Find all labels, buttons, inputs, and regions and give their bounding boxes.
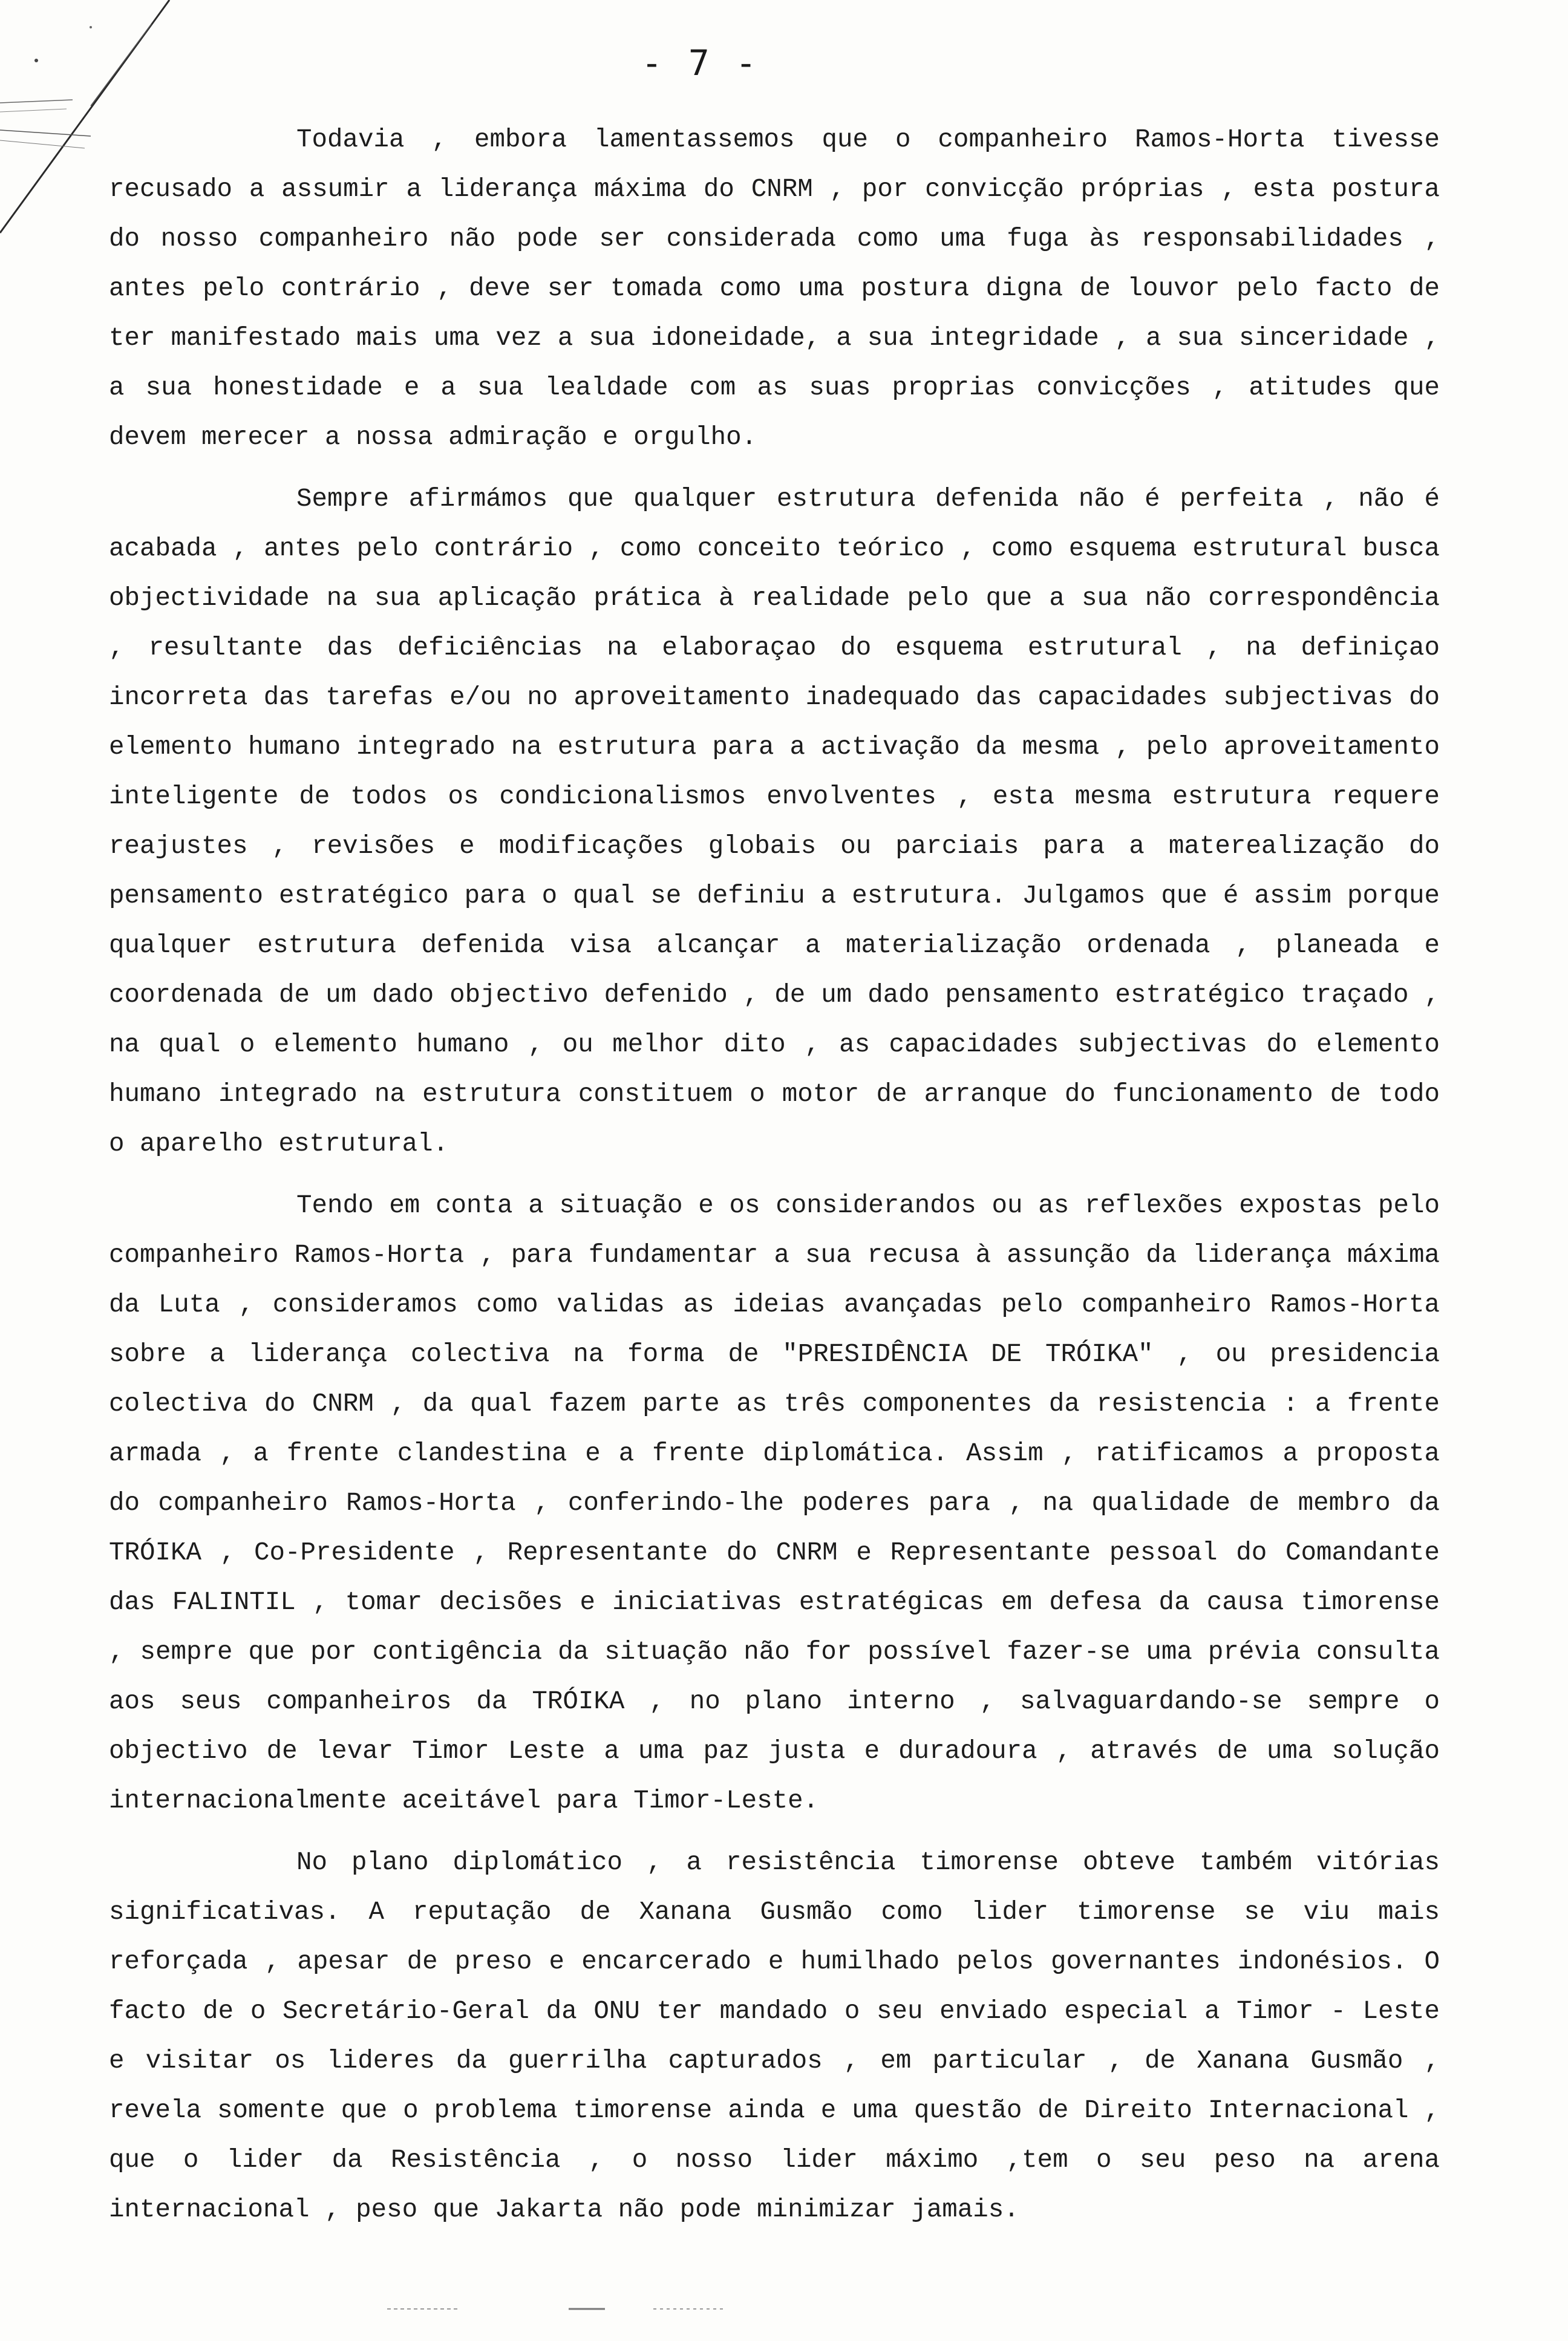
page-number: - 7 -: [641, 42, 759, 83]
bottom-scan-marks: [387, 2306, 811, 2312]
paragraph: Tendo em conta a situação e os considerandos ou as reflexões expostas pelo companheiro Ramos-Horta , para fundamentar a sua recusa à assunção da liderança máxima da Luta , consideramos como validas as ideias avançadas pelo companheiro Ramos-Horta sobre a liderança colectiva na forma de "PRESIDÊNCIA DE TRÓIKA" , ou presidencia colectiva do CNRM , da qual fazem parte as três componentes da resistencia : a frente armada , a frente clandestina e a frente diplomática. Assim , ratificamos a proposta do companheiro Ramos-Horta , conferindo-lhe poderes para , na qualidade de membro da TRÓIKA , Co-Presidente , Representante do CNRM e Representante pessoal do Comandante das FALINTIL , tomar decisões e iniciativas estratégicas em defesa da causa timorense , sempre que por contigência da situação não for possível fazer-se uma prévia consulta aos seus companheiros da TRÓIKA , no plano interno , salvaguardando-se sempre o objectivo de levar Timor Leste a uma paz justa e duradoura , através de uma solução internacionalmente aceitável para Timor-Leste.: [109, 1191, 1440, 1815]
paragraph: Sempre afirmámos que qualquer estrutura defenida não é perfeita , não é acabada , antes pelo contrário , como conceito teórico , como esquema estrutural busca objectividade na sua aplicação prática à realidade pelo que a sua não correspondência , resultante das deficiências na elaboraçao do esquema estrutural , na definiçao incorreta das tarefas e/ou no aproveitamento inadequado das capacidades subjectivas do elemento humano integrado na estrutura para a activação da mesma , pelo aproveitamento inteligente de todos os condicionalismos envolventes , esta mesma estrutura requere reajustes , revisões e modificações globais ou parciais para a materealização do pensamento estratégico para o qual se definiu a estrutura. Julgamos que é assim porque qualquer estrutura defenida visa alcançar a materialização ordenada , planeada e coordenada de um dado objectivo defenido , de um dado pensamento estratégico traçado , na qual o elemento humano , ou melhor dito , as capacidades subjectivas do elemento humano integrado na estrutura constituem o motor de arranque do funcionamento de todo o aparelho estrutural.: [109, 485, 1440, 1158]
paragraph: No plano diplomático , a resistência timorense obteve também vitórias significativas. A reputação de Xanana Gusmão como lider timorense se viu mais reforçada , apesar de preso e encarcerado e humilhado pelos governantes indonésios. O facto de o Secretário-Geral da ONU ter mandado o seu enviado especial a Timor - Leste e visitar os lideres da guerrilha capturados , em particular , de Xanana Gusmão , revela somente que o problema timorense ainda e uma questão de Direito Internacional , que o lider da Resistência , o nosso lider máximo ,tem o seu peso na arena internacional , peso que Jakarta não pode minimizar jamais.: [109, 1848, 1440, 2224]
document-body: [109, 115, 1440, 2247]
paragraph: Todavia , embora lamentassemos que o companheiro Ramos-Horta tivesse recusado a assumir a liderança máxima do CNRM , por convicção próprias , esta postura do nosso companheiro não pode ser considerada como uma fuga às responsabilidades , antes pelo contrário , deve ser tomada como uma postura digna de louvor pelo facto de ter manifestado mais uma vez a sua idoneidade, a sua integridade , a sua sinceridade , a sua honestidade e a sua lealdade com as suas proprias convicções , atitudes que devem merecer a nossa admiração e orgulho.: [109, 125, 1440, 452]
